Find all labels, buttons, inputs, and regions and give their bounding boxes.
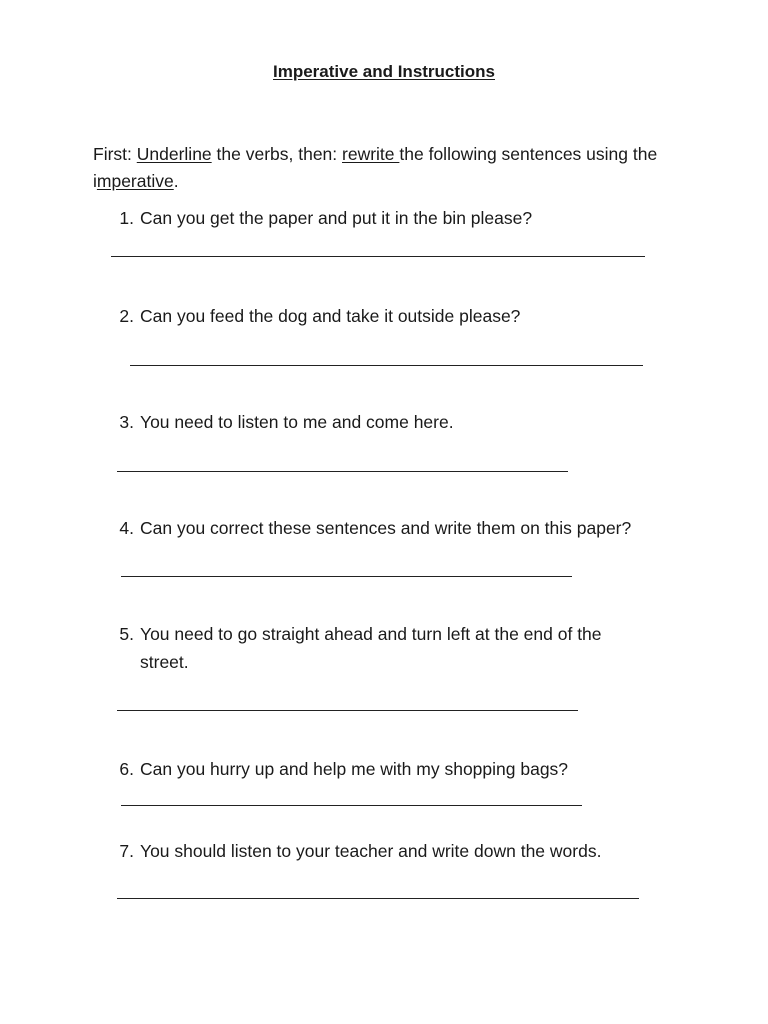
instructions-part: First: <box>93 144 137 164</box>
question-number: 1. <box>119 208 134 228</box>
answer-line[interactable] <box>130 365 643 366</box>
question-text: Can you get the paper and put it in the bin please? <box>140 208 533 228</box>
question-number: 7. <box>119 841 134 861</box>
instructions-imperative-word: mperative <box>96 171 174 191</box>
question-item <box>112 408 712 436</box>
instructions-underline-word: Underline <box>136 144 212 164</box>
answer-line[interactable] <box>117 471 568 472</box>
instructions-part: the verbs, then: <box>211 144 343 164</box>
instructions-part: . <box>173 171 179 191</box>
question-text: You need to go straight ahead and turn left at the end of the street. <box>140 624 602 672</box>
question-text: Can you feed the dog and take it outside please? <box>140 306 521 326</box>
question-item <box>112 204 712 232</box>
question-text: Can you hurry up and help me with my shopping bags? <box>140 759 569 779</box>
question-text: You should listen to your teacher and write down the words. <box>140 841 602 861</box>
question-number: 4. <box>119 518 134 538</box>
question-number: 5. <box>119 624 134 644</box>
question-number: 6. <box>119 759 134 779</box>
question-item <box>112 302 712 330</box>
question-number: 2. <box>119 306 134 326</box>
instructions <box>93 141 693 195</box>
question-text: You need to listen to me and come here. <box>140 412 454 432</box>
answer-line[interactable] <box>111 256 645 257</box>
answer-line[interactable] <box>117 898 639 899</box>
answer-line[interactable] <box>117 710 578 711</box>
question-text: Can you correct these sentences and write them on this paper? <box>140 518 632 538</box>
question-number: 3. <box>119 412 134 432</box>
question-item <box>112 620 652 676</box>
instructions-part: the following sentences using the i <box>93 144 658 191</box>
question-item <box>112 837 712 865</box>
answer-line[interactable] <box>121 805 582 806</box>
worksheet-title: Imperative and Instructions <box>273 62 495 81</box>
answer-line[interactable] <box>121 576 572 577</box>
question-item <box>112 514 732 542</box>
question-item <box>112 755 712 783</box>
instructions-rewrite-word: rewrite <box>342 144 400 164</box>
